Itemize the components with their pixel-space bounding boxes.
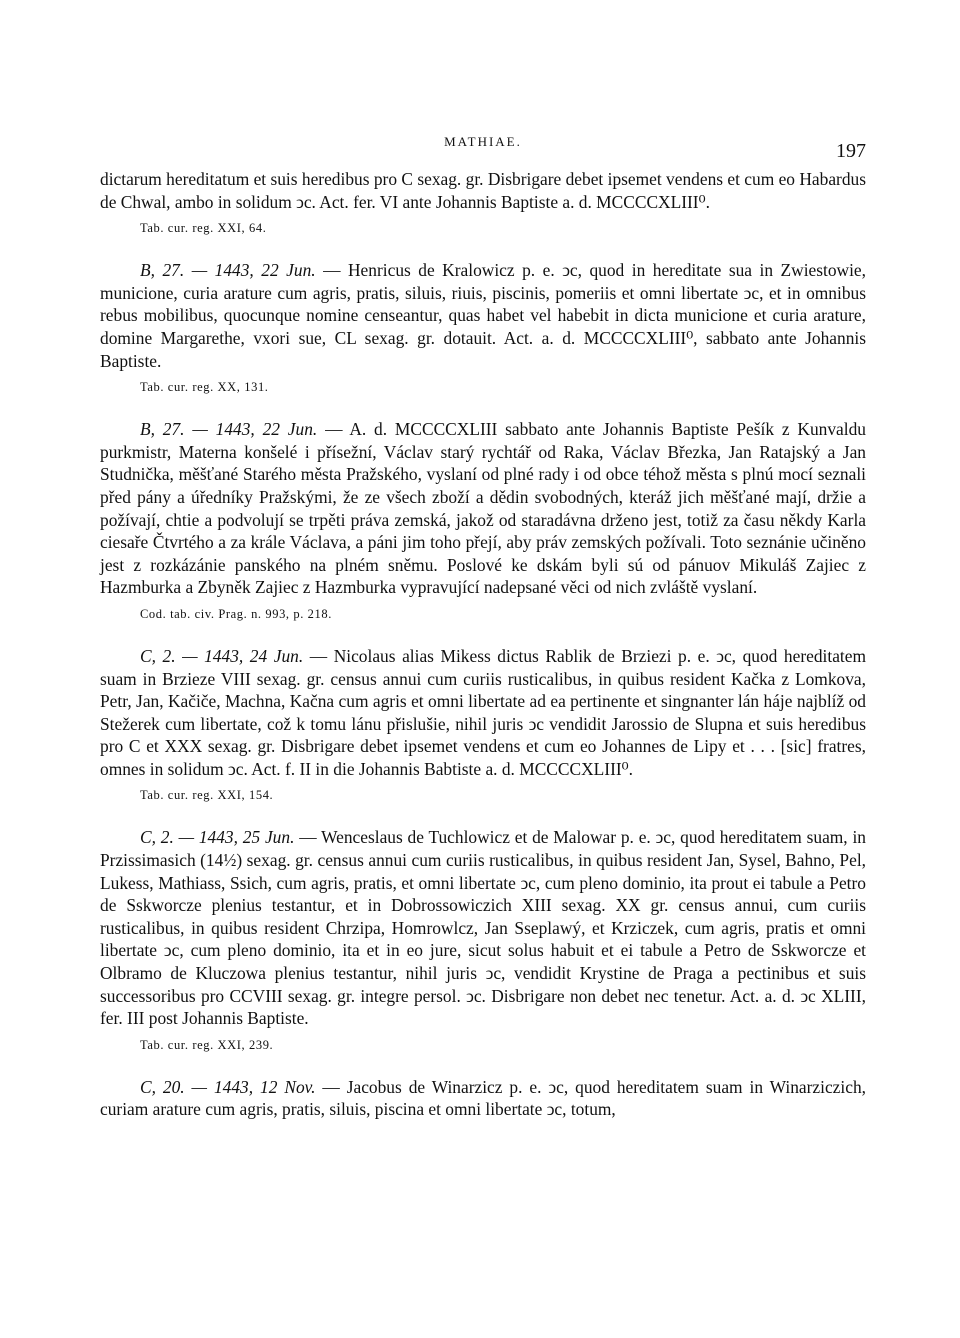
entry-text bbox=[100, 168, 866, 213]
source-reference: Tab. cur. reg. XXI, 154. bbox=[140, 788, 274, 803]
source-reference: Cod. tab. civ. Prag. n. 993, p. 218. bbox=[140, 606, 332, 621]
entry-body: — A. d. MCCCCXLIII sabbato ante Johannis Baptiste Pešík z Kunvaldu purkmistr, Materna konšelé i přísežní, Václav starý rychtář od Raka, Václav Březka, Jan Ratajský a Jan Studnička, měšťané Starého města Pražského, vyslaní od plné rady i od obce téhož města s plnú mocí seznali před pány a úředníky Pražskými, že ze všech zboží a dědin svobodných, kteráž jich měšťané mají, držie a požívají, chtie a podvolují se trpěti práva zemská, jakož od staradávna drženo jest, totiž za času někdy Karla ciesaře Čtvrtého a za krále Václava, a páni jim toho přejí, aby práv zemských požívali. Toto seznánie učiněno jest z rozkázánie panského na plném sněmu. Poslové ke dskám byli sú od pánuov Mikuláš Zajiec z Hazmburka a Zbyněk Zajiec z Hazmburka vypravující nadepsané věci od nich zvláště vyslaní. bbox=[100, 419, 866, 598]
entry-date: C, 2. — 1443, 25 Jun. bbox=[140, 827, 295, 848]
source-reference: Tab. cur. reg. XX, 131. bbox=[140, 380, 269, 395]
entry-gap bbox=[100, 1054, 866, 1076]
entry-date: B, 27. — 1443, 22 Jun. bbox=[140, 260, 316, 281]
document-page bbox=[100, 128, 866, 1121]
entry-body: — Wenceslaus de Tuchlowicz et de Malowar p. e. ↄc, quod hereditatem suam, in Przissimasich (14½) sexag. gr. census annui cum curiis rusticalibus, in quibus resident Jan, Sysel, Bahno, Pel, Lukess, Mathiass, Ssich, cum agris, pratis, et omni libertate ↄc, cum pleno dominio, ita prout ei tabule a Petro de Sskworcze plenius testantur, et in Dobrossowiczich XIII sexag. XX gr. census annui, cum curiis rusticalibus, in quibus resident Chrzipa, Homrowlcz, Jan Sseplawý, et Krziczek, cum agris, pratis et omni libertate ↄc, cum pleno dominio, ita et in eo jure, sicut solus habuit et ei tabule a Petro de Sskworcze et Olbramo de Kluczowa plenius testantur, nihil juris ↄc, vendidit Krystine de Praga a pectinibus et suis successoribus pro CCVIII sexag. gr. integre persol. ↄc. Disbrigare non debet nec tenetur. Act. a. d. ↄc XLIII, fer. III post Johannis Baptiste. bbox=[100, 827, 866, 1029]
entry-body: — Nicolaus alias Mikess dictus Rablik de Brziezi p. e. ↄc, quod hereditatem suam in Brzieze VIII sexag. gr. census annui cum curiis rusticalibus, in quibus resident Kačka z Lomkova, Petr, Jan, Kačiče, Machna, Kačna cum agris et omni libertate ad ea pertinente et singnanter lán háje najblíž od Stežerek cum libertate, což k tomu lánu přislušie, nihil juris ↄc vendidit Jarossio de Slupna et suis heredibus pro C et XXX sexag. gr. Disbrigare debet ipsemet vendens et cum eo Johannes de Lipy et . . . [sic] fratres, omnes in solidum ↄc. Act. f. II in die Johannis Babtiste a. d. MCCCCXLIII⁰. bbox=[100, 645, 866, 779]
entry-gap bbox=[100, 623, 866, 645]
entry-date: C, 2. — 1443, 24 Jun. bbox=[140, 645, 304, 666]
entry-text bbox=[100, 645, 866, 781]
entry-text bbox=[100, 418, 866, 599]
entry-text bbox=[100, 1076, 866, 1121]
source-reference: Tab. cur. reg. XXI, 239. bbox=[140, 1037, 274, 1052]
entry-gap bbox=[100, 804, 866, 826]
entry-date: B, 27. — 1443, 22 Jun. bbox=[140, 419, 318, 440]
entry-gap bbox=[100, 396, 866, 418]
entry-gap bbox=[100, 237, 866, 259]
entry-date: C, 20. — 1443, 12 Nov. bbox=[140, 1076, 316, 1097]
running-title: MATHIAE. bbox=[444, 134, 522, 149]
entry-body: dictarum hereditatum et suis heredibus pro C sexag. gr. Disbrigare debet ipsemet vendens et cum eo Habardus de Chwal, ambo in solidum ↄc. Act. fer. VI ante Johannis Baptiste a. d. MCCCCXLIII⁰. bbox=[100, 169, 866, 212]
running-head bbox=[100, 128, 866, 168]
entry-text bbox=[100, 826, 866, 1029]
source-reference: Tab. cur. reg. XXI, 64. bbox=[140, 221, 267, 236]
entry-body: — Jacobus de Winarzicz p. e. ↄc, quod hereditatem suam in Winarziczich, curiam arature cum agris, pratis, siluis, piscina et omni libertate ↄc, totum, bbox=[100, 1076, 866, 1120]
entry-body: — Henricus de Kralowicz p. e. ↄc, quod in hereditate sua in Zwiestowie, municione, curia arature cum agris, pratis, siluis, riuis, piscinis, pomeriis et omni libertate ↄc, et in omnibus rebus mobilibus, quocunque nomine censeantur, quas habet vel habebit in dicta municione et curia arature, domine Margarethe, vxori sue, CL sexag. gr. dotauit. Act. a. d. MCCCCXLIII⁰, sabbato ante Johannis Baptiste. bbox=[100, 260, 866, 371]
page-number: 197 bbox=[836, 140, 866, 162]
entry-text bbox=[100, 259, 866, 372]
